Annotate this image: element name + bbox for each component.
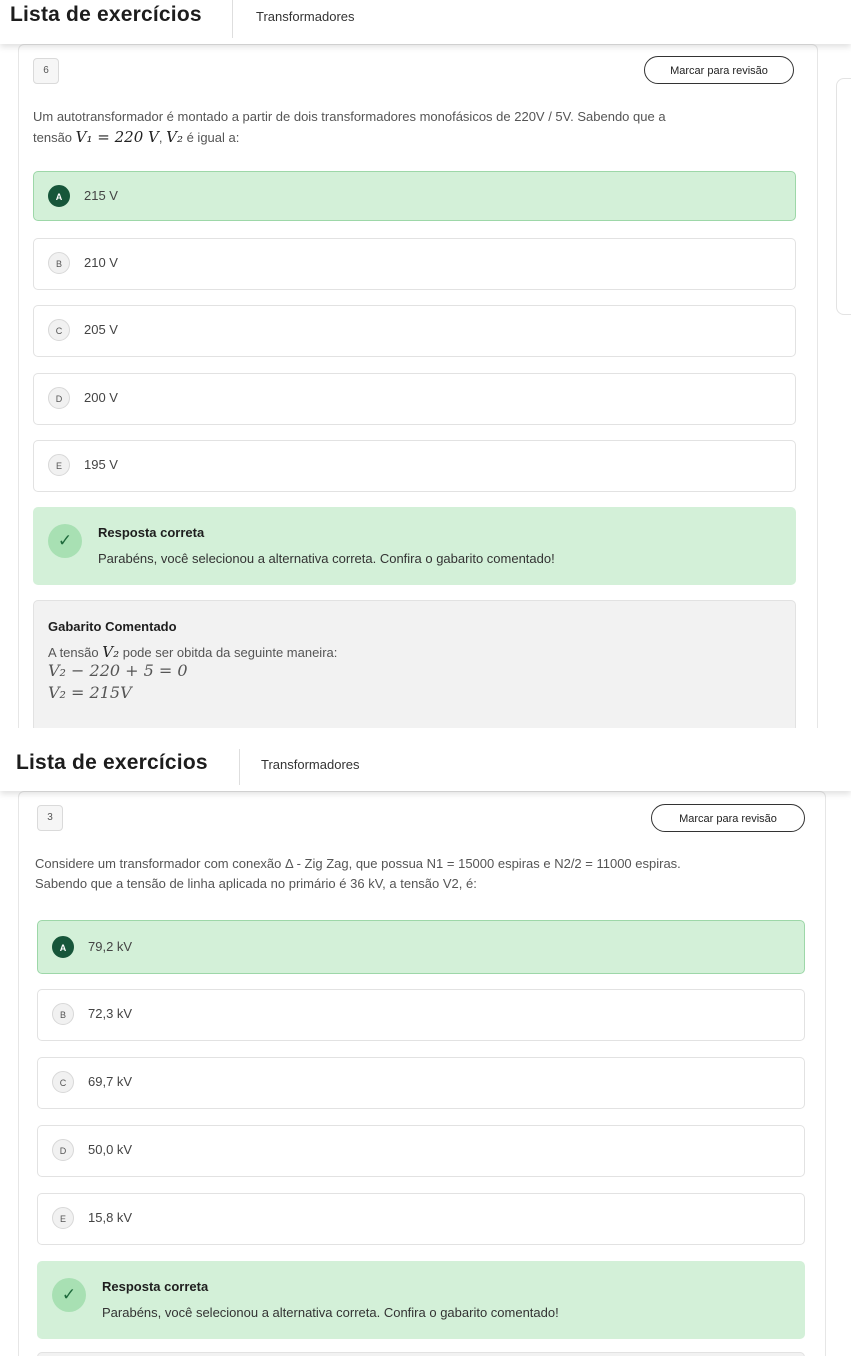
explanation-text: A tensão [48,645,99,660]
explanation-title: Gabarito Comentado [48,619,177,634]
feedback-title: Resposta correta [98,525,205,540]
top-bar [0,743,851,791]
feedback-text: Parabéns, você selecionou a alternativa correta. Confira o gabarito comentado! [102,1305,559,1320]
option-letter: A [52,936,74,958]
option-b[interactable] [33,238,796,290]
question-number: 3 [37,805,63,831]
subject-label: Transformadores [256,9,355,24]
option-d[interactable] [37,1125,805,1177]
option-e[interactable] [33,440,796,492]
option-letter: B [48,252,70,274]
v2-variable: V₂ [102,643,120,661]
feedback-text: Parabéns, você selecionou a alternativa correta. Confira o gabarito comentado! [98,551,555,566]
feedback-title: Resposta correta [102,1279,209,1294]
option-d[interactable] [33,373,796,425]
check-icon: ✓ [52,1278,86,1312]
equation-1: V₂ − 220 + 5 = 0 [48,661,188,680]
question-statement [33,107,666,148]
option-e[interactable] [37,1193,805,1245]
option-text: 79,2 kV [88,939,133,954]
statement-line-2: tensão V₁ = 220 V, V₂ é igual a: [33,128,240,146]
option-text: 210 V [84,255,118,270]
option-text: 50,0 kV [88,1142,133,1157]
statement-line-1: Um autotransformador é montado a partir de dois transformadores monofásicos de 220V / 5V. Sabendo que a [33,109,666,124]
option-letter: C [52,1071,74,1093]
answer-explanation [33,600,796,728]
header-divider [239,749,240,785]
mark-for-review-button[interactable]: Marcar para revisão [644,56,794,84]
option-text: 200 V [84,390,118,405]
option-c[interactable] [37,1057,805,1109]
correct-answer-feedback [37,1261,805,1339]
question-statement [35,854,681,894]
option-text: 215 V [84,188,118,203]
option-b[interactable] [37,989,805,1041]
option-text: 69,7 kV [88,1074,133,1089]
subject-label: Transformadores [261,757,360,772]
option-c[interactable] [33,305,796,357]
option-letter: E [52,1207,74,1229]
option-a[interactable] [33,171,796,221]
question-card [18,44,818,728]
page-title: Lista de exercícios [16,751,208,774]
screenshot-question-3 [0,743,851,1356]
explanation-text: pode ser obitda da seguinte maneira: [122,645,338,660]
v2-variable: V₂ [166,128,183,146]
option-text: 195 V [84,457,118,472]
header-divider [232,0,233,38]
top-bar [0,0,851,44]
statement-text: tensão [33,130,73,145]
answer-explanation [37,1352,805,1356]
option-a[interactable] [37,920,805,974]
question-card [18,791,826,1356]
option-text: 205 V [84,322,118,337]
explanation-intro [48,643,337,661]
option-text: 72,3 kV [88,1006,133,1021]
side-panel [836,78,851,315]
v1-expression: V₁ = 220 V [75,128,159,146]
statement-line-2: Sabendo que a tensão de linha aplicada no primário é 36 kV, a tensão V2, é: [35,876,477,891]
check-icon: ✓ [48,524,82,558]
option-text: 15,8 kV [88,1210,133,1225]
option-letter: B [52,1003,74,1025]
option-letter: D [52,1139,74,1161]
question-number: 6 [33,58,59,84]
option-letter: D [48,387,70,409]
correct-answer-feedback [33,507,796,585]
statement-line-1: Considere um transformador com conexão Δ - Zig Zag, que possua N1 = 15000 espiras e N2/2 = 11000 espiras. [35,856,681,871]
mark-for-review-button[interactable]: Marcar para revisão [651,804,805,832]
statement-text: é igual a: [186,130,240,145]
option-letter: A [48,185,70,207]
option-letter: C [48,319,70,341]
equation-2: V₂ = 215V [48,683,132,702]
option-letter: E [48,454,70,476]
page-title: Lista de exercícios [10,3,202,26]
